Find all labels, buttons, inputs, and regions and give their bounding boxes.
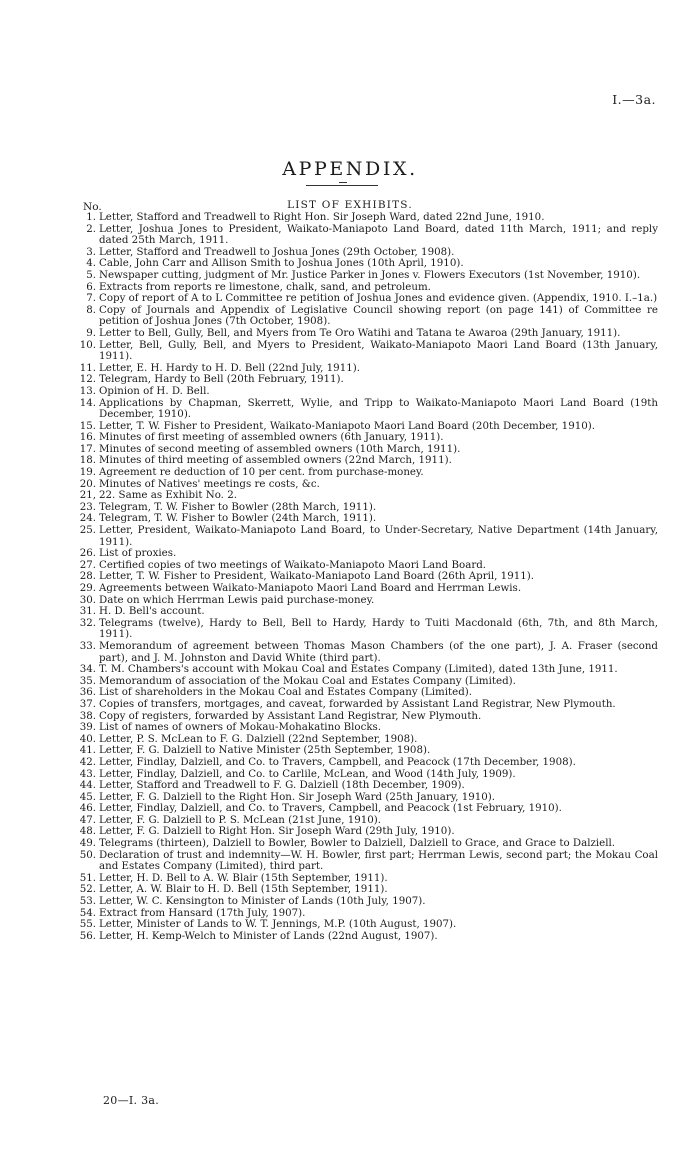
exhibit-description: List of proxies.	[99, 547, 177, 560]
exhibit-number: 19.	[79, 466, 96, 479]
exhibit-number: 6.	[86, 280, 96, 293]
exhibit-number: 7.	[86, 292, 96, 305]
exhibit-number: 54.	[79, 906, 96, 919]
exhibit-description: Minutes of Natives' meetings re costs, &c.	[99, 477, 320, 490]
exhibit-item	[79, 466, 658, 479]
exhibit-number: 26.	[79, 547, 96, 560]
exhibit-description: Letter, F. G. Dalziell to P. S. McLean (21st June, 1910).	[99, 813, 382, 826]
exhibit-description: T. M. Chambers's account with Mokau Coal and Estates Company (Limited), dated 13th June, 1911.	[99, 663, 618, 676]
exhibit-description: Memorandum of agreement between Thomas Mason Chambers (of the one part), J. A. Fraser (second part), and J. M. Johnston and David White (third part).	[99, 639, 658, 664]
exhibit-description: Newspaper cutting, judgment of Mr. Justice Parker in Jones v. Flowers Executors (1st November, 1910).	[99, 268, 641, 281]
title-rule-ornament	[339, 182, 347, 183]
exhibit-description: Copy of report of A to L Committee re petition of Joshua Jones and evidence given. (Appendix, 1910. I.–1a.)	[99, 292, 658, 305]
exhibit-number: 43.	[79, 767, 96, 780]
exhibit-description: Letter, F. G. Dalziell to Native Minister (25th September, 1908).	[99, 744, 431, 757]
exhibit-item	[79, 697, 658, 711]
exhibit-number: 16.	[79, 431, 96, 444]
exhibit-number: 44.	[79, 779, 96, 792]
exhibit-item	[79, 779, 658, 792]
exhibit-number: 3.	[86, 245, 96, 258]
exhibit-number: 18.	[79, 454, 96, 467]
exhibit-item	[79, 582, 658, 595]
exhibit-number: 14.	[79, 396, 96, 409]
exhibit-description: Minutes of second meeting of assembled owners (10th March, 1911).	[99, 442, 461, 455]
page-footer: 20—I. 3a.	[103, 1094, 160, 1107]
exhibit-number: 5.	[86, 268, 96, 281]
exhibit-number: 47.	[79, 813, 96, 826]
exhibit-number: 9.	[86, 326, 96, 339]
exhibit-description: Letter, H. Kemp-Welch to Minister of Lands (22nd August, 1907).	[99, 929, 438, 942]
exhibit-item	[79, 384, 658, 398]
exhibit-description: Telegram, Hardy to Bell (20th February, 1911).	[99, 373, 344, 386]
exhibit-description: Letter, Minister of Lands to W. T. Jennings, M.P. (10th August, 1907).	[99, 918, 457, 931]
exhibit-item	[79, 616, 658, 641]
exhibit-description: Cable, John Carr and Allison Smith to Joshua Jones (10th April, 1910).	[99, 257, 464, 270]
exhibit-number: 32.	[79, 616, 96, 629]
exhibit-number: 40.	[79, 732, 96, 745]
exhibit-number: 38.	[79, 709, 96, 722]
exhibit-description: Copy of registers, forwarded by Assistant Land Registrar, New Plymouth.	[99, 709, 482, 722]
exhibit-number: 2.	[86, 222, 96, 235]
exhibit-number: 42.	[79, 755, 96, 768]
exhibit-item	[79, 663, 658, 676]
exhibit-item	[79, 524, 658, 548]
exhibit-number: 12.	[79, 373, 96, 386]
exhibit-description: Letter, Joshua Jones to President, Waikato-Maniapoto Land Board, dated 11th March, 1911; and reply dated 25th March, 1911.	[99, 222, 658, 247]
exhibit-number: 34.	[79, 663, 96, 676]
page-reference: I.—3a.	[612, 92, 656, 107]
exhibit-description: List of names of owners of Mokau-Mohakatino Blocks.	[99, 721, 382, 734]
exhibit-number: 36.	[79, 686, 96, 699]
exhibit-number: 45.	[79, 790, 96, 803]
exhibit-description: Extracts from reports re limestone, chalk, sand, and petroleum.	[99, 280, 431, 293]
exhibit-description: Letter, H. D. Bell to A. W. Blair (15th September, 1911).	[99, 871, 388, 884]
exhibit-list	[79, 211, 658, 942]
exhibit-description: Opinion of H. D. Bell.	[99, 384, 210, 397]
exhibit-description: Letter, E. H. Hardy to H. D. Bell (22nd July, 1911).	[99, 361, 361, 374]
exhibit-number: 21,	[79, 489, 96, 502]
exhibit-item	[82, 305, 658, 328]
exhibit-number: 20.	[79, 477, 96, 490]
exhibit-number: 35.	[79, 674, 96, 687]
exhibit-description: Applications by Chapman, Skerrett, Wylie, and Tripp to Waikato-Maniapoto Maori Land Board (19th December, 1910).	[99, 396, 658, 421]
exhibit-description: List of shareholders in the Mokau Coal and Estates Company (Limited).	[99, 686, 473, 699]
exhibit-item	[82, 212, 658, 224]
exhibit-number: 10.	[79, 338, 96, 351]
exhibit-number: 30.	[79, 593, 96, 606]
exhibit-description: Letter, Stafford and Treadwell to F. G. Dalziell (18th December, 1909).	[99, 779, 465, 792]
exhibit-description: Copy of Journals and Appendix of Legislative Council showing report (on page 141) of Committee re petition of Joshua Jones (7th October, 1908).	[99, 303, 658, 328]
exhibit-number: 27.	[79, 558, 96, 571]
exhibit-description: Letter, Bell, Gully, Bell, and Myers to President, Waikato-Maniapoto Maori Land Board (13th January, 1911).	[99, 338, 658, 363]
exhibit-description: Letter to Bell, Gully, Bell, and Myers from Te Oro Watihi and Tatana te Awaroa (29th January, 1911).	[99, 326, 621, 339]
exhibit-description: Certified copies of two meetings of Waikato-Maniapoto Maori Land Board.	[99, 558, 487, 571]
exhibit-number: 55.	[79, 918, 96, 931]
exhibit-description: Letter, F. G. Dalziell to Right Hon. Sir Joseph Ward (29th July, 1910).	[99, 825, 455, 838]
exhibit-number: 48.	[79, 825, 96, 838]
exhibit-number: 8.	[86, 303, 96, 316]
exhibit-item	[79, 895, 658, 908]
exhibit-number: 49.	[79, 837, 96, 850]
exhibit-description: H. D. Bell's account.	[99, 605, 205, 618]
exhibit-description: Extract from Hansard (17th July, 1907).	[99, 906, 306, 919]
exhibit-description: Minutes of third meeting of assembled owners (22nd March, 1911).	[99, 454, 452, 467]
exhibit-description: Minutes of first meeting of assembled owners (6th January, 1911).	[99, 431, 444, 444]
exhibit-description: Date on which Herrman Lewis paid purchase-money.	[99, 593, 375, 606]
exhibit-number: 37.	[79, 697, 96, 710]
exhibit-description: Letter, Findlay, Dalziell, and Co. to Travers, Campbell, and Peacock (17th December, 1908).	[99, 755, 576, 768]
exhibit-description: Letter, Findlay, Dalziell, and Co. to Travers, Campbell, and Peacock (1st February, 1910).	[99, 802, 562, 815]
exhibit-description: Memorandum of association of the Mokau Coal and Estates Company (Limited).	[99, 674, 516, 687]
exhibit-item	[79, 929, 658, 943]
exhibit-item	[82, 293, 658, 305]
exhibit-item	[79, 338, 658, 363]
exhibit-description: Letter, T. W. Fisher to President, Waikato-Maniapoto Land Board (26th April, 1911).	[99, 570, 535, 583]
exhibit-item	[82, 270, 658, 282]
exhibit-description: Letter, President, Waikato-Maniapoto Land Board, to Under-Secretary, Native Department (14th January, 1911).	[99, 524, 658, 548]
exhibit-number: 31.	[79, 605, 96, 618]
exhibit-description: Letter, T. W. Fisher to President, Waikato-Maniapoto Maori Land Board (20th December, 1910).	[99, 419, 596, 432]
exhibit-description: Declaration of trust and indemnity—W. H. Bowler, first part; Herrman Lewis, second part; the Mokau Coal and Estates Company (Limited), third part.	[99, 848, 658, 873]
number-column-label: No.	[83, 201, 102, 213]
exhibit-number: 25.	[79, 524, 96, 537]
exhibit-description: Telegram, T. W. Fisher to Bowler (28th March, 1911).	[99, 500, 377, 513]
exhibit-description: Letter, W. C. Kensington to Minister of Lands (10th July, 1907).	[99, 895, 426, 908]
exhibit-number: 17.	[79, 442, 96, 455]
exhibit-item	[79, 848, 658, 873]
exhibit-description: Copies of transfers, mortgages, and caveat, forwarded by Assistant Land Registrar, New Plymouth.	[99, 697, 616, 710]
exhibit-description: Telegram, T. W. Fisher to Bowler (24th March, 1911).	[99, 512, 377, 525]
exhibit-description: Letter, A. W. Blair to H. D. Bell (15th September, 1911).	[99, 883, 388, 896]
exhibit-description: 22. Same as Exhibit No. 2.	[99, 489, 237, 502]
exhibit-number: 56.	[79, 929, 96, 942]
exhibit-description: Letter, Stafford and Treadwell to Right Hon. Sir Joseph Ward, dated 22nd June, 1910.	[99, 211, 545, 223]
exhibit-description: Telegrams (twelve), Hardy to Bell, Bell to Hardy, Hardy to Tuiti Macdonald (6th, 7th, and 8th March, 1911).	[99, 616, 658, 641]
exhibit-description: Letter, P. S. McLean to F. G. Dalziell (22nd September, 1908).	[99, 732, 418, 745]
exhibit-number: 11.	[79, 361, 96, 374]
exhibit-description: Telegrams (thirteen), Dalziell to Bowler, Bowler to Dalziell, Dalziell to Grace, and Grace to Dalziell.	[99, 837, 616, 850]
exhibit-item	[79, 837, 658, 850]
exhibit-description: Letter, Findlay, Dalziell, and Co. to Carlile, McLean, and Wood (14th July, 1909).	[99, 767, 516, 780]
exhibit-number: 52.	[79, 883, 96, 896]
list-heading: LIST OF EXHIBITS.	[287, 199, 413, 211]
exhibit-number: 24.	[79, 512, 96, 525]
exhibit-number: 39.	[79, 721, 96, 734]
exhibit-number: 33.	[79, 639, 96, 652]
exhibit-number: 41.	[79, 744, 96, 757]
exhibit-description: Letter, F. G. Dalziell to the Right Hon. Sir Joseph Ward (25th January, 1910).	[99, 790, 496, 803]
exhibit-number: 23.	[79, 500, 96, 513]
exhibit-description: Letter, Stafford and Treadwell to Joshua Jones (29th October, 1908).	[99, 245, 455, 258]
exhibit-item	[79, 721, 658, 734]
exhibit-number: 46.	[79, 802, 96, 815]
exhibit-description: Agreements between Waikato-Maniapoto Maori Land Board and Herrman Lewis.	[99, 582, 522, 594]
exhibit-item	[79, 755, 658, 769]
exhibit-number: 53.	[79, 895, 96, 908]
exhibit-number: 13.	[79, 384, 96, 397]
exhibit-number: 29.	[79, 582, 96, 594]
exhibit-item	[82, 224, 658, 247]
exhibit-number: 51.	[79, 871, 96, 884]
exhibit-number: 50.	[79, 848, 96, 861]
exhibit-number: 4.	[86, 257, 96, 270]
exhibit-description: Agreement re deduction of 10 per cent. from purchase-money.	[99, 466, 424, 479]
title-rule	[306, 185, 378, 186]
exhibit-number: 28.	[79, 570, 96, 583]
exhibit-item	[79, 396, 658, 421]
exhibit-number: 15.	[79, 419, 96, 432]
page-title: APPENDIX.	[282, 158, 418, 180]
exhibit-item	[82, 328, 658, 340]
exhibit-number: 1.	[86, 211, 96, 223]
exhibit-item	[79, 639, 658, 664]
